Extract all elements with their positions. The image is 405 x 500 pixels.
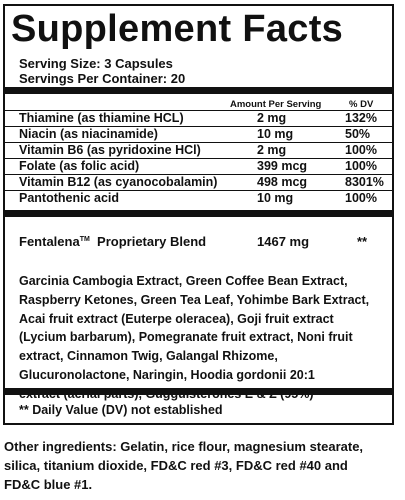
blend-ingredients: [19, 272, 389, 404]
ingredient-line: extract, Cinnamon Twig, Galangal Rhizome,: [19, 349, 278, 364]
nutrient-dv: 100%: [345, 143, 377, 157]
nutrient-name: Niacin (as niacinamide): [19, 127, 158, 141]
trademark-mark: TM: [79, 236, 90, 243]
nutrient-dv: 50%: [345, 127, 371, 141]
amount-column-header: Amount Per Serving: [230, 99, 322, 110]
dv-column-header: % DV: [349, 99, 374, 110]
supplement-facts-panel: [3, 4, 394, 425]
ingredient-line: Garcinia Cambogia Extract, Green Coffee Bean Extract,: [19, 274, 348, 288]
nutrient-row: [19, 159, 382, 174]
nutrient-dv: 100%: [345, 191, 377, 205]
nutrient-row: [19, 175, 382, 190]
nutrient-amount: 2 mg: [257, 111, 287, 125]
ingredient-line: Glucuronolactone, Naringin, Hoodia gordonii 20:1: [19, 367, 315, 382]
ingredient-line: Raspberry Ketones, Green Tea Leaf, Yohimbe Bark Extract,: [19, 292, 370, 307]
other-ingredients-line: FD&C blue #1.: [4, 477, 93, 492]
nutrient-amount: 10 mg: [257, 191, 294, 205]
nutrient-row: [19, 191, 382, 206]
nutrient-amount: 498 mcg: [257, 175, 308, 189]
nutrient-name: Pantothenic acid: [19, 191, 120, 205]
nutrient-row: [19, 127, 382, 142]
blend-dv-mark: **: [357, 234, 368, 249]
thick-divider: [5, 210, 392, 217]
other-ingredients: [4, 437, 402, 494]
servings-per-container: Servings Per Container: 20: [19, 71, 186, 86]
nutrient-amount: 2 mg: [257, 143, 287, 157]
dv-footnote: ** Daily Value (DV) not established: [19, 403, 223, 417]
nutrient-amount: 10 mg: [257, 127, 294, 141]
serving-size: Serving Size: 3 Capsules: [19, 56, 173, 71]
nutrient-name: Folate (as folic acid): [19, 159, 140, 173]
blend-amount: 1467 mg: [257, 234, 310, 249]
nutrient-row: [19, 143, 382, 158]
nutrient-dv: 100%: [345, 159, 377, 173]
nutrient-amount: 399 mcg: [257, 159, 308, 173]
panel-title: Supplement Facts: [11, 8, 344, 50]
ingredient-line: Acai fruit extract (Euterpe oleracea), Goji fruit extract: [19, 311, 334, 326]
thick-divider: [5, 388, 392, 395]
nutrient-dv: 8301%: [345, 175, 384, 189]
nutrient-name: Vitamin B12 (as cyanocobalamin): [19, 175, 218, 189]
blend-name: Fentalena: [19, 234, 80, 249]
proprietary-blend-row: [19, 234, 379, 249]
nutrient-row: [19, 111, 382, 126]
other-ingredients-line: Other ingredients: Gelatin, rice flour, magnesium stearate,: [4, 439, 364, 454]
other-ingredients-line: silica, titanium dioxide, FD&C red #3, FD&C red #40 and: [4, 458, 348, 473]
ingredient-line: (Lycium barbarum), Pomegranate fruit extract, Noni fruit: [19, 330, 353, 345]
thick-divider: [5, 87, 392, 94]
nutrient-dv: 132%: [345, 111, 377, 125]
nutrient-name: Thiamine (as thiamine HCL): [19, 111, 184, 125]
blend-label: Proprietary Blend: [97, 234, 207, 249]
nutrient-name: Vitamin B6 (as pyridoxine HCl): [19, 143, 201, 157]
